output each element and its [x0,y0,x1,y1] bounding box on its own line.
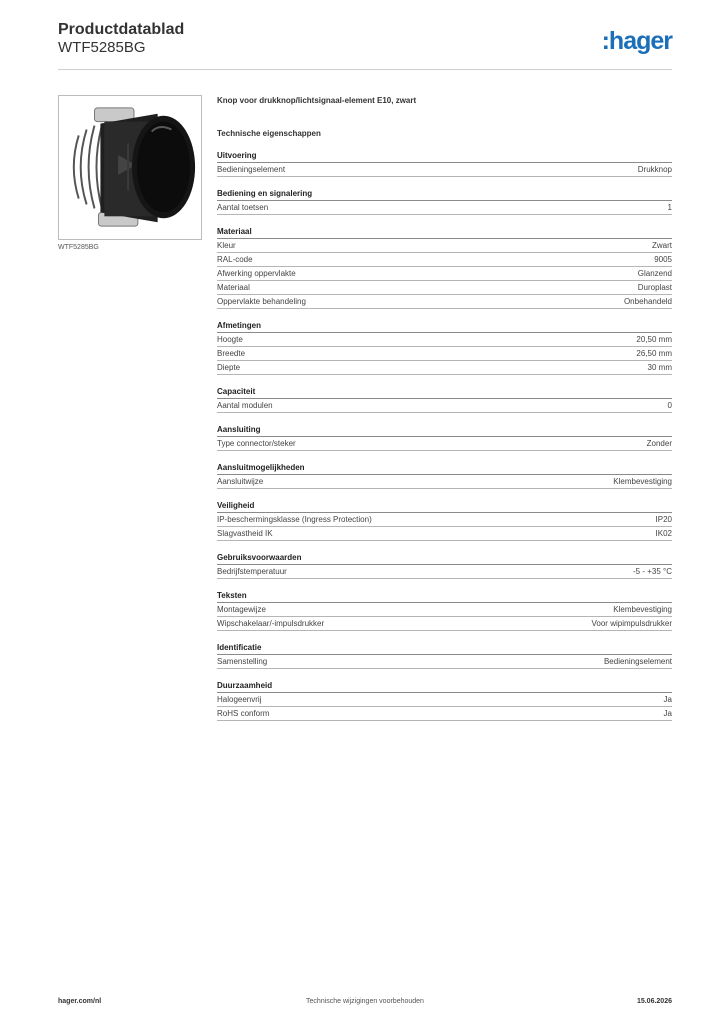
document-title: Productdatablad [58,21,185,38]
property-section [217,500,672,541]
section-title: Identificatie [217,642,672,655]
property-value: Voor wipimpulsdrukker [591,619,672,628]
property-value: -5 - +35 °C [633,567,672,576]
section-title: Capaciteit [217,386,672,399]
technical-properties-heading: Technische eigenschappen [217,129,321,138]
property-section [217,226,672,309]
property-label: Halogeenvrij [217,695,262,704]
property-label: Slagvastheid IK [217,529,273,538]
section-title: Uitvoering [217,150,672,163]
property-row [217,253,672,267]
property-row [217,527,672,541]
property-row [217,347,672,361]
property-value: Klembevestiging [613,605,672,614]
property-row [217,281,672,295]
product-image [58,95,202,240]
product-code: WTF5285BG [58,39,146,56]
property-section [217,386,672,413]
property-value: 9005 [654,255,672,264]
property-row [217,617,672,631]
push-button-knob-illustration [59,96,201,239]
property-row [217,295,672,309]
properties-sections [217,150,672,721]
property-value: 1 [667,203,672,212]
property-section [217,680,672,721]
property-row [217,603,672,617]
property-row [217,565,672,579]
property-label: Aantal modulen [217,401,273,410]
property-value: Duroplast [637,283,672,292]
property-value: Bedieningselement [603,657,672,666]
section-title: Materiaal [217,226,672,239]
property-label: Wipschakelaar/-impulsdrukker [217,619,325,628]
property-value: Zwart [652,241,672,250]
property-row [217,475,672,489]
property-label: Samenstelling [217,657,268,666]
property-row [217,267,672,281]
section-title: Duurzaamheid [217,680,672,693]
property-row [217,163,672,177]
property-label: Bedieningselement [217,165,286,174]
property-section [217,320,672,375]
property-label: Type connector/steker [217,439,296,448]
property-value: IP20 [655,515,672,524]
property-row [217,513,672,527]
property-section [217,188,672,215]
property-label: Diepte [217,363,241,372]
footer-website: hager.com/nl [58,998,102,1005]
property-label: Hoogte [217,335,243,344]
property-label: Afwerking oppervlakte [217,269,296,278]
property-section [217,590,672,631]
property-label: Bedrijfstemperatuur [217,567,287,576]
section-title: Afmetingen [217,320,672,333]
section-title: Aansluitmogelijkheden [217,462,672,475]
property-section [217,150,672,177]
property-value: 20,50 mm [636,335,672,344]
property-section [217,642,672,669]
property-value: Drukknop [637,165,672,174]
property-section [217,552,672,579]
product-description: Knop voor drukknop/lichtsignaal-element E10, zwart [217,96,417,105]
section-title: Aansluiting [217,424,672,437]
section-title: Gebruiksvoorwaarden [217,552,672,565]
property-row [217,437,672,451]
product-content [217,95,672,721]
property-value: Klembevestiging [613,477,672,486]
hager-logo: :hager [601,27,672,55]
property-row [217,655,672,669]
property-value: Ja [663,695,672,704]
property-label: Kleur [217,241,236,250]
property-label: RoHS conform [217,709,270,718]
property-label: RAL-code [217,255,253,264]
property-section [217,462,672,489]
property-label: IP-beschermingsklasse (Ingress Protection) [217,515,372,524]
property-label: Aantal toetsen [217,203,269,212]
property-row [217,361,672,375]
footer-disclaimer: Technische wijzigingen voorbehouden [306,998,424,1005]
property-label: Aansluitwijze [217,477,264,486]
property-value: IK02 [655,529,672,538]
property-value: Ja [663,709,672,718]
footer-date: 15.06.2026 [636,998,672,1005]
page-header [58,21,672,70]
property-label: Montagewijze [217,605,266,614]
property-label: Oppervlakte behandeling [217,297,306,306]
property-row [217,201,672,215]
product-image-caption: WTF5285BG [58,244,99,251]
property-row [217,693,672,707]
section-title: Veiligheid [217,500,672,513]
section-title: Bediening en signalering [217,188,672,201]
property-row [217,399,672,413]
property-value: 26,50 mm [636,349,672,358]
property-value: Onbehandeld [623,297,672,306]
section-title: Teksten [217,590,672,603]
property-value: 30 mm [647,363,672,372]
property-section [217,424,672,451]
property-value: Glanzend [637,269,672,278]
property-row [217,333,672,347]
property-label: Materiaal [217,283,250,292]
property-label: Breedte [217,349,246,358]
property-row [217,239,672,253]
property-value: Zonder [646,439,672,448]
property-value: 0 [667,401,672,410]
property-row [217,707,672,721]
